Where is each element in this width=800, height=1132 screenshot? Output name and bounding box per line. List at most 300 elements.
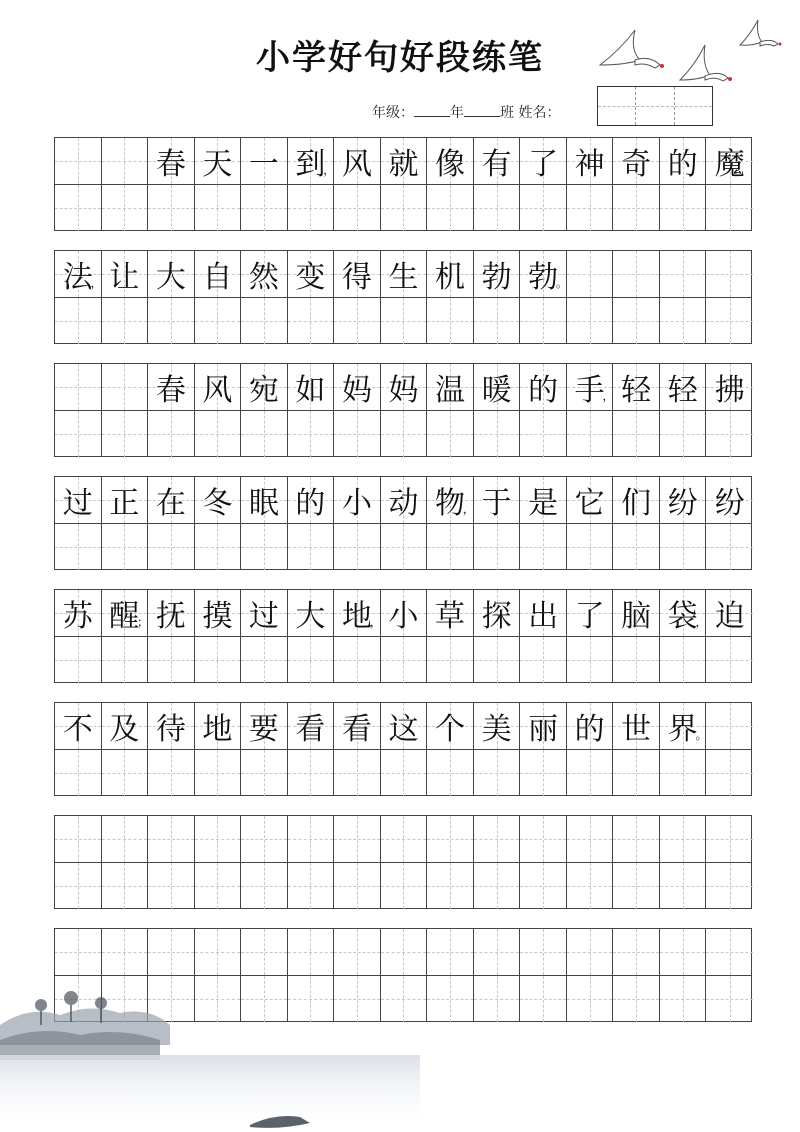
practice-cell[interactable] [567, 411, 614, 457]
character: 待 [155, 712, 186, 747]
practice-cell[interactable] [520, 976, 567, 1022]
practice-cell[interactable] [474, 524, 521, 570]
character-cell [381, 703, 428, 749]
character: 暖 [481, 373, 512, 408]
character: 温 [435, 373, 466, 408]
character-cell [706, 816, 753, 862]
character-cell [334, 364, 381, 410]
character-cell [241, 929, 288, 975]
character: 地 [341, 599, 372, 634]
character-cell [660, 251, 707, 297]
character-cell [520, 816, 567, 862]
practice-cell[interactable] [660, 185, 707, 231]
practice-cell[interactable] [706, 185, 753, 231]
practice-cell[interactable] [195, 185, 242, 231]
practice-cell[interactable] [241, 863, 288, 909]
character-cell [613, 816, 660, 862]
practice-cell[interactable] [195, 863, 242, 909]
character-cell [474, 477, 521, 523]
character-cell [195, 138, 242, 184]
character-cell [660, 138, 707, 184]
character: 奇 [621, 147, 652, 182]
punctuation-mark: 。 [695, 728, 708, 742]
character: 了 [574, 599, 605, 634]
character-cell [660, 477, 707, 523]
character-cell [102, 138, 149, 184]
text-row [55, 138, 751, 184]
character-cell [520, 138, 567, 184]
character-cell [288, 590, 335, 636]
practice-cell[interactable] [334, 411, 381, 457]
practice-cell[interactable] [474, 411, 521, 457]
character: 春 [155, 373, 186, 408]
character [474, 816, 520, 862]
character-cell [195, 590, 242, 636]
character: 看 [295, 712, 326, 747]
character-cell [241, 816, 288, 862]
text-row [55, 251, 751, 297]
name-box[interactable] [598, 87, 636, 125]
character: 脑 [621, 599, 652, 634]
practice-row [55, 749, 751, 796]
character [567, 816, 613, 862]
character: 美 [481, 712, 512, 747]
practice-cell[interactable] [148, 411, 195, 457]
character [381, 929, 427, 975]
practice-cell[interactable] [381, 185, 428, 231]
character: 生 [388, 260, 419, 295]
practice-cell[interactable] [660, 411, 707, 457]
character-cell [288, 703, 335, 749]
character-cell [334, 703, 381, 749]
practice-cell[interactable] [520, 524, 567, 570]
practice-cell[interactable] [241, 750, 288, 796]
character: 风 [202, 373, 233, 408]
practice-cell[interactable] [660, 524, 707, 570]
practice-cell[interactable] [660, 298, 707, 344]
character-cell [381, 138, 428, 184]
character: 于 [481, 486, 512, 521]
practice-row [55, 184, 751, 231]
practice-cell[interactable] [288, 637, 335, 683]
character: 宛 [248, 373, 279, 408]
character: 摸 [202, 599, 233, 634]
character-cell [241, 251, 288, 297]
character: 迫 [714, 599, 745, 634]
character-cell [241, 477, 288, 523]
practice-cell[interactable] [381, 863, 428, 909]
writing-band [54, 250, 752, 344]
practice-cell[interactable] [195, 637, 242, 683]
practice-cell[interactable] [474, 185, 521, 231]
character [288, 816, 334, 862]
character [427, 929, 473, 975]
text-row [55, 929, 751, 975]
practice-cell[interactable] [334, 637, 381, 683]
character: 妈 [341, 373, 372, 408]
character-cell [706, 703, 753, 749]
character-cell [613, 138, 660, 184]
character: 大 [295, 599, 326, 634]
character-cell [427, 138, 474, 184]
practice-cell[interactable] [102, 185, 149, 231]
practice-cell[interactable] [427, 637, 474, 683]
practice-cell[interactable] [102, 524, 149, 570]
character: 是 [528, 486, 559, 521]
character [706, 703, 753, 749]
year-label: 年 [450, 105, 464, 121]
practice-cell[interactable] [55, 524, 102, 570]
practice-cell[interactable] [474, 637, 521, 683]
practice-cell[interactable] [706, 524, 753, 570]
practice-cell[interactable] [520, 411, 567, 457]
practice-row [55, 862, 751, 909]
practice-cell[interactable] [613, 298, 660, 344]
character: 它 [574, 486, 605, 521]
character: 神 [574, 147, 605, 182]
practice-cell[interactable] [613, 185, 660, 231]
character-cell [706, 929, 753, 975]
character: 要 [248, 712, 279, 747]
practice-cell[interactable] [148, 298, 195, 344]
punctuation-mark: ， [602, 389, 615, 403]
page-title: 小学好句好段练笔 [256, 38, 544, 78]
class-blank[interactable] [464, 102, 500, 117]
practice-cell[interactable] [474, 298, 521, 344]
character-cell [427, 929, 474, 975]
character-cell [567, 251, 614, 297]
character-cell [148, 816, 195, 862]
class-label: 班 [500, 105, 514, 121]
student-info-line [372, 102, 560, 122]
practice-cell[interactable] [102, 637, 149, 683]
character [55, 929, 101, 975]
practice-cell[interactable] [706, 637, 753, 683]
character: 有 [481, 147, 512, 182]
character-cell [288, 138, 335, 184]
punctuation-mark: ， [695, 615, 708, 629]
practice-cell[interactable] [55, 863, 102, 909]
character: 纷 [667, 486, 698, 521]
practice-cell[interactable] [427, 524, 474, 570]
character-cell [660, 590, 707, 636]
character-cell [567, 929, 614, 975]
practice-cell[interactable] [567, 298, 614, 344]
character-cell [706, 477, 753, 523]
character-cell [427, 590, 474, 636]
character: 了 [528, 147, 559, 182]
character: 小 [388, 599, 419, 634]
character-cell [613, 477, 660, 523]
character: 及 [109, 712, 140, 747]
character-cell [474, 816, 521, 862]
character-cell [195, 251, 242, 297]
practice-cell[interactable] [148, 750, 195, 796]
character: 们 [621, 486, 652, 521]
character: 妈 [388, 373, 419, 408]
character [381, 816, 427, 862]
character: 如 [295, 373, 326, 408]
practice-cell[interactable] [288, 863, 335, 909]
practice-cell[interactable] [334, 298, 381, 344]
practice-cell[interactable] [660, 863, 707, 909]
character: 大 [155, 260, 186, 295]
character: 草 [435, 599, 466, 634]
punctuation-mark: ， [323, 163, 336, 177]
practice-cell[interactable] [288, 524, 335, 570]
practice-cell[interactable] [427, 750, 474, 796]
practice-cell[interactable] [706, 750, 753, 796]
practice-cell[interactable] [195, 298, 242, 344]
practice-cell[interactable] [613, 524, 660, 570]
practice-cell[interactable] [241, 411, 288, 457]
practice-cell[interactable] [567, 524, 614, 570]
practice-cell[interactable] [102, 863, 149, 909]
practice-cell[interactable] [520, 637, 567, 683]
character: 纷 [714, 486, 745, 521]
character-cell [148, 251, 195, 297]
practice-cell[interactable] [334, 524, 381, 570]
practice-cell[interactable] [567, 185, 614, 231]
character: 让 [109, 260, 140, 295]
character-cell [381, 364, 428, 410]
practice-cell[interactable] [288, 411, 335, 457]
practice-cell[interactable] [613, 863, 660, 909]
character-cell [520, 477, 567, 523]
character-cell [381, 816, 428, 862]
name-label: 姓名： [518, 105, 561, 121]
practice-cell[interactable] [241, 637, 288, 683]
practice-cell[interactable] [427, 863, 474, 909]
practice-cell[interactable] [102, 298, 149, 344]
practice-cell[interactable] [567, 976, 614, 1022]
character: 法 [62, 260, 93, 295]
character-cell [427, 816, 474, 862]
practice-cell[interactable] [613, 411, 660, 457]
practice-cell[interactable] [381, 750, 428, 796]
practice-cell[interactable] [567, 637, 614, 683]
practice-row [55, 523, 751, 570]
character-cell [520, 364, 567, 410]
character [55, 816, 101, 862]
character-cell [567, 590, 614, 636]
character-cell [102, 477, 149, 523]
practice-cell[interactable] [567, 863, 614, 909]
character [334, 929, 380, 975]
punctuation-mark: ， [462, 502, 475, 516]
text-row [55, 703, 751, 749]
character [474, 929, 520, 975]
character-cell [520, 703, 567, 749]
character-cell [660, 929, 707, 975]
practice-cell[interactable] [613, 637, 660, 683]
practice-cell[interactable] [102, 411, 149, 457]
practice-cell[interactable] [55, 298, 102, 344]
practice-cell[interactable] [148, 863, 195, 909]
character-cell [706, 251, 753, 297]
practice-cell[interactable] [520, 863, 567, 909]
character [55, 138, 101, 184]
character-cell [195, 364, 242, 410]
practice-cell[interactable] [148, 185, 195, 231]
practice-cell[interactable] [55, 637, 102, 683]
name-box[interactable] [636, 87, 674, 125]
crane-birds-icon [580, 10, 790, 90]
practice-cell[interactable] [660, 750, 707, 796]
character-cell [102, 929, 149, 975]
character [567, 251, 613, 297]
name-box[interactable] [675, 87, 712, 125]
practice-cell[interactable] [288, 750, 335, 796]
character-cell [55, 703, 102, 749]
practice-cell[interactable] [148, 524, 195, 570]
practice-cell[interactable] [520, 750, 567, 796]
practice-cell[interactable] [520, 185, 567, 231]
practice-cell[interactable] [427, 298, 474, 344]
practice-cell[interactable] [195, 411, 242, 457]
character: 探 [481, 599, 512, 634]
character [660, 929, 706, 975]
character-cell [102, 590, 149, 636]
character-cell [474, 929, 521, 975]
character-cell [567, 477, 614, 523]
practice-cell[interactable] [381, 637, 428, 683]
practice-cell[interactable] [148, 637, 195, 683]
practice-cell[interactable] [427, 185, 474, 231]
practice-cell[interactable] [241, 185, 288, 231]
grade-blank[interactable] [414, 102, 450, 117]
character: 界 [667, 712, 698, 747]
practice-cell[interactable] [520, 298, 567, 344]
practice-cell[interactable] [55, 185, 102, 231]
practice-cell[interactable] [55, 411, 102, 457]
character [55, 364, 101, 410]
character: 手 [574, 373, 605, 408]
character: 不 [62, 712, 93, 747]
practice-cell[interactable] [102, 750, 149, 796]
practice-cell[interactable] [241, 298, 288, 344]
character: 抚 [155, 599, 186, 634]
character-cell [241, 138, 288, 184]
practice-cell[interactable] [474, 863, 521, 909]
character-cell [195, 816, 242, 862]
character-cell [55, 929, 102, 975]
character-cell [334, 590, 381, 636]
character-cell [288, 477, 335, 523]
character-cell [567, 364, 614, 410]
character [613, 816, 659, 862]
character: 正 [109, 486, 140, 521]
practice-cell[interactable] [427, 411, 474, 457]
character [334, 816, 380, 862]
character-cell [148, 477, 195, 523]
practice-cell[interactable] [706, 411, 753, 457]
practice-cell[interactable] [195, 750, 242, 796]
practice-cell[interactable] [334, 185, 381, 231]
practice-cell[interactable] [334, 863, 381, 909]
character: 小 [341, 486, 372, 521]
character-cell [613, 929, 660, 975]
practice-cell[interactable] [381, 411, 428, 457]
character-cell [334, 251, 381, 297]
practice-cell[interactable] [613, 976, 660, 1022]
writing-band [54, 815, 752, 909]
practice-cell[interactable] [288, 185, 335, 231]
practice-cell[interactable] [567, 750, 614, 796]
character-cell [195, 703, 242, 749]
name-boxes[interactable] [597, 86, 713, 126]
practice-row [55, 636, 751, 683]
practice-cell[interactable] [706, 976, 753, 1022]
practice-cell[interactable] [660, 976, 707, 1022]
practice-cell[interactable] [474, 976, 521, 1022]
practice-cell[interactable] [706, 298, 753, 344]
character-cell [55, 251, 102, 297]
character [706, 251, 753, 297]
character: 丽 [528, 712, 559, 747]
character [613, 929, 659, 975]
character: 的 [295, 486, 326, 521]
practice-cell[interactable] [474, 750, 521, 796]
character-cell [102, 816, 149, 862]
character-cell [381, 477, 428, 523]
character-cell [148, 703, 195, 749]
punctuation-mark: ， [369, 615, 382, 629]
character [520, 929, 566, 975]
practice-cell[interactable] [427, 976, 474, 1022]
character: 像 [435, 147, 466, 182]
character: 自 [202, 260, 233, 295]
character [706, 929, 753, 975]
character-cell [706, 138, 753, 184]
character: 勃 [528, 260, 559, 295]
character-cell [613, 590, 660, 636]
practice-cell[interactable] [55, 750, 102, 796]
text-row [55, 477, 751, 523]
character-cell [613, 251, 660, 297]
practice-cell[interactable] [613, 750, 660, 796]
character: 地 [202, 712, 233, 747]
character-cell [474, 703, 521, 749]
character-cell [334, 138, 381, 184]
character: 到 [295, 147, 326, 182]
character: 机 [435, 260, 466, 295]
character [241, 929, 287, 975]
writing-band [54, 137, 752, 231]
character-cell [241, 703, 288, 749]
practice-cell[interactable] [381, 298, 428, 344]
character-cell [520, 251, 567, 297]
practice-cell[interactable] [241, 524, 288, 570]
character [195, 929, 241, 975]
character [520, 816, 566, 862]
character [706, 816, 753, 862]
practice-cell[interactable] [660, 637, 707, 683]
practice-cell[interactable] [381, 524, 428, 570]
character-cell [195, 477, 242, 523]
practice-cell[interactable] [706, 863, 753, 909]
character-cell [55, 364, 102, 410]
character: 轻 [621, 373, 652, 408]
character-cell [334, 929, 381, 975]
character: 世 [621, 712, 652, 747]
character [148, 816, 194, 862]
practice-cell[interactable] [195, 524, 242, 570]
practice-cell[interactable] [334, 750, 381, 796]
character [102, 138, 148, 184]
practice-cell[interactable] [288, 298, 335, 344]
character-cell [55, 816, 102, 862]
